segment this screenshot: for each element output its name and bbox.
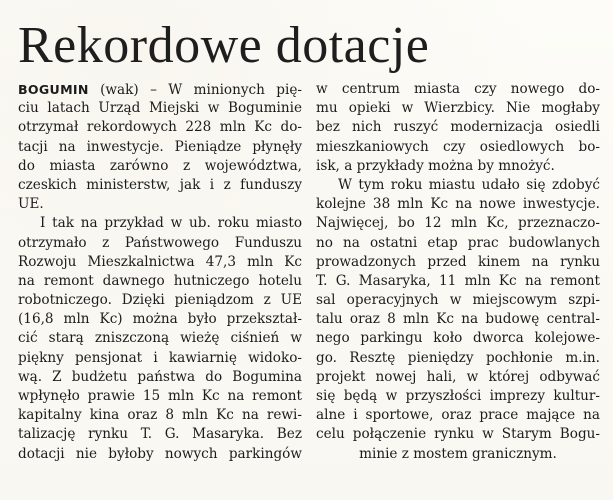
article-line: kapitalny kina oraz 8 mln Kc na rewi- <box>18 407 302 424</box>
article-line: alne i sportowe, oraz prace mające na <box>316 407 600 424</box>
article-line: wą. Z budżetu państwa do Bogumina <box>18 368 302 385</box>
article-line: wpłynęło prawie 15 mln Kc na remont <box>18 388 302 404</box>
article-line: isk, a przykłady można by mnożyć. <box>316 157 555 174</box>
article-line: W tym roku miastu udało się zdobyć <box>338 176 600 193</box>
article-line: w centrum miasta czy nowego do- <box>316 81 600 97</box>
article-line: czeskich ministerstw, jak i z funduszy <box>18 176 302 193</box>
article-line: dotacji nie byłoby nowych parkingów <box>18 445 302 462</box>
article-line: na remont dawnego hutniczego hotelu <box>18 272 302 289</box>
article-line: nego parkingu koło dworca kolejowe- <box>316 330 600 347</box>
article-line: Najwięcej, bo 12 mln Kc, przeznaczo- <box>316 215 600 232</box>
article-line: mu opieki w Wierzbicy. Nie mogłaby <box>316 100 600 117</box>
article-line: UE. <box>18 196 44 213</box>
article-line: Rozwoju Mieszkalnictwa 47,3 mln Kc <box>18 253 302 270</box>
article-line: tacji na inwestycje. Pieniądze płynęły <box>18 138 302 155</box>
article-line: celu połączenie rynku w Starym Bogu- <box>316 426 600 443</box>
article-line: no na ostatni etap prac budowlanych <box>316 234 600 251</box>
article-line: piękny pensjonat i kawiarnię widoko- <box>18 349 302 366</box>
article-line: minie z mostem granicznym. <box>359 445 557 462</box>
article-line: ciu latach Urząd Miejski w Boguminie <box>18 100 302 117</box>
article-line: się będą w przyszłości imprezy kultur- <box>316 388 600 404</box>
article-line: do miasta zarówno z województwa, <box>18 157 302 174</box>
article-column-right <box>316 80 600 464</box>
article-line: robotniczego. Dzięki pieniądzom z UE <box>18 292 302 309</box>
article-line: otrzymał rekordowych 228 mln Kc do- <box>18 119 302 136</box>
article-line: projekt nowej hali, w której odbywać <box>316 368 600 385</box>
article-line: go. Resztę pieniędzy pochłonie m.in. <box>316 349 600 366</box>
article-line: prowadzonych przed kinem na rynku <box>316 253 600 270</box>
article-line: talu oraz 8 mln Kc na budowę central- <box>316 311 600 328</box>
article-headline: Rekordowe dotacje <box>18 17 430 74</box>
article-line: cić starą zniszczoną wieżę ciśnień w <box>18 330 302 347</box>
article-lead-place: BOGUMIN <box>18 82 89 97</box>
article-line: sal operacyjnych w miejscowym szpi- <box>316 292 600 309</box>
article-line: I tak na przykład w ub. roku miasto <box>40 215 302 232</box>
article-line <box>18 80 302 99</box>
article-lead-text: (wak) – W minionych pię- <box>88 82 302 98</box>
article-line: kolejne 38 mln Kc na nowe inwestycje. <box>316 196 600 213</box>
article-line: bez nich ruszyć modernizacja osiedli <box>316 119 600 136</box>
article-line: T. G. Masaryka, 11 mln Kc na remont <box>316 272 600 289</box>
article-line: mieszkaniowych czy osiedlowych bo- <box>316 138 600 155</box>
article-line: otrzymało z Państwowego Funduszu <box>18 234 302 251</box>
article-line: (16,8 mln Kc) można było przekształ- <box>18 311 302 328</box>
article-column-left <box>18 80 302 464</box>
article-line: talizację rynku T. G. Masaryka. Bez <box>18 426 302 443</box>
